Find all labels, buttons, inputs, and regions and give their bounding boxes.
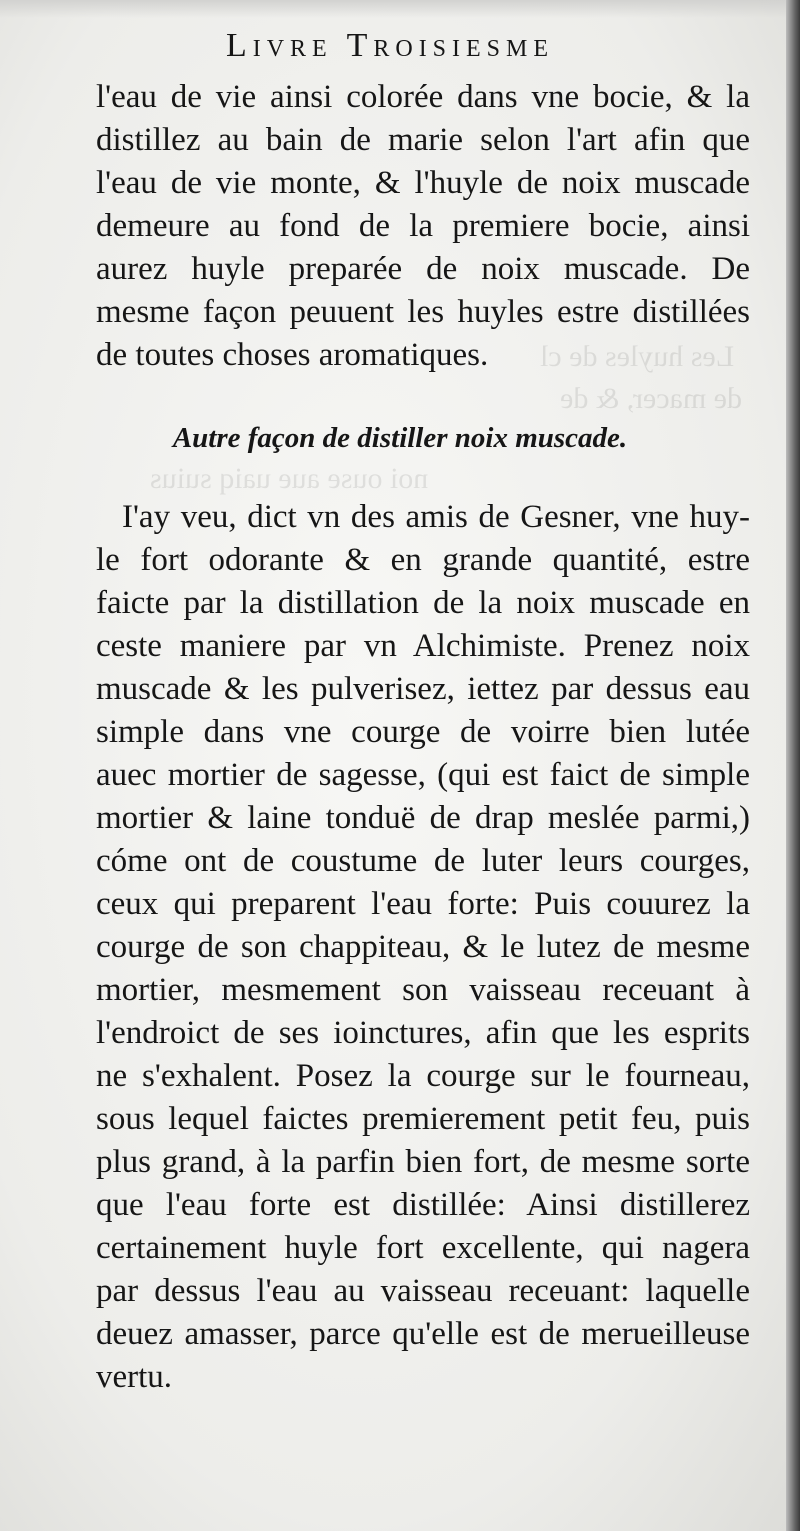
text-line: certainement huyle fort excellente, qui nagera (96, 1230, 750, 1266)
text-line: mesme façon peuuent les huyles estre distillées (96, 294, 750, 330)
text-line: distillez au bain de marie selon l'art afin que (96, 122, 750, 158)
text-line: mortier, mesmement son vaisseau receuant à (96, 972, 750, 1008)
page-gutter-shadow (786, 0, 800, 1531)
text-line: par dessus l'eau au vaisseau receuant: laquelle (96, 1273, 750, 1309)
text-line: aurez huyle preparée de noix muscade. De (96, 251, 750, 287)
text-line: auec mortier de sagesse, (qui est faict de simple (96, 757, 750, 793)
running-header: Livre Troisiesme (225, 27, 555, 64)
bleed-through-text: de macer, & de (560, 382, 743, 415)
text-line: l'endroict de ses ioinctures, afin que les esprits (96, 1015, 750, 1051)
text-line: mortier & laine tonduë de drap meslée parmi,) (96, 800, 750, 836)
text-line: sous lequel faictes premierement petit feu, puis (96, 1101, 750, 1137)
text-line: ne s'exhalent. Posez la courge sur le fourneau, (96, 1058, 750, 1094)
bleed-through-text: noi ouse aue uaiq suius (150, 462, 429, 495)
text-line: que l'eau forte est distillée: Ainsi distillerez (96, 1187, 750, 1223)
text-line: simple dans vne courge de voirre bien lutée (96, 714, 750, 750)
paragraph-2 (96, 496, 750, 1399)
text-line: courge de son chappiteau, & le lutez de mesme (96, 929, 750, 965)
bleed-through-text: Les huyles de cl (540, 340, 735, 373)
text-line: de toutes choses aromatiques. (96, 337, 489, 373)
text-line: muscade & les pulverisez, iettez par dessus eau (96, 671, 750, 707)
text-line: le fort odorante & en grande quantité, estre (96, 542, 750, 578)
text-line: faicte par la distillation de la noix muscade en (96, 585, 750, 621)
text-line: l'eau de vie ainsi colorée dans vne bocie, & la (96, 79, 750, 115)
text-line: cóme ont de coustume de luter leurs courges, (96, 843, 750, 879)
paragraph-1 (96, 76, 750, 377)
text-line: l'eau de vie monte, & l'huyle de noix muscade (96, 165, 750, 201)
text-line: ceste maniere par vn Alchimiste. Prenez noix (96, 628, 750, 664)
text-line: vertu. (96, 1359, 173, 1395)
page-top-edge (0, 0, 800, 18)
text-line: deuez amasser, parce qu'elle est de merueilleuse (96, 1316, 750, 1352)
text-line: demeure au fond de la premiere bocie, ainsi (96, 208, 750, 244)
text-line: ceux qui preparent l'eau forte: Puis couurez la (96, 886, 750, 922)
text-line: plus grand, à la parfin bien fort, de mesme sorte (96, 1144, 750, 1180)
section-subheading: Autre façon de distiller noix muscade. (172, 422, 628, 454)
text-line: I'ay veu, dict vn des amis de Gesner, vne huy- (122, 499, 750, 535)
